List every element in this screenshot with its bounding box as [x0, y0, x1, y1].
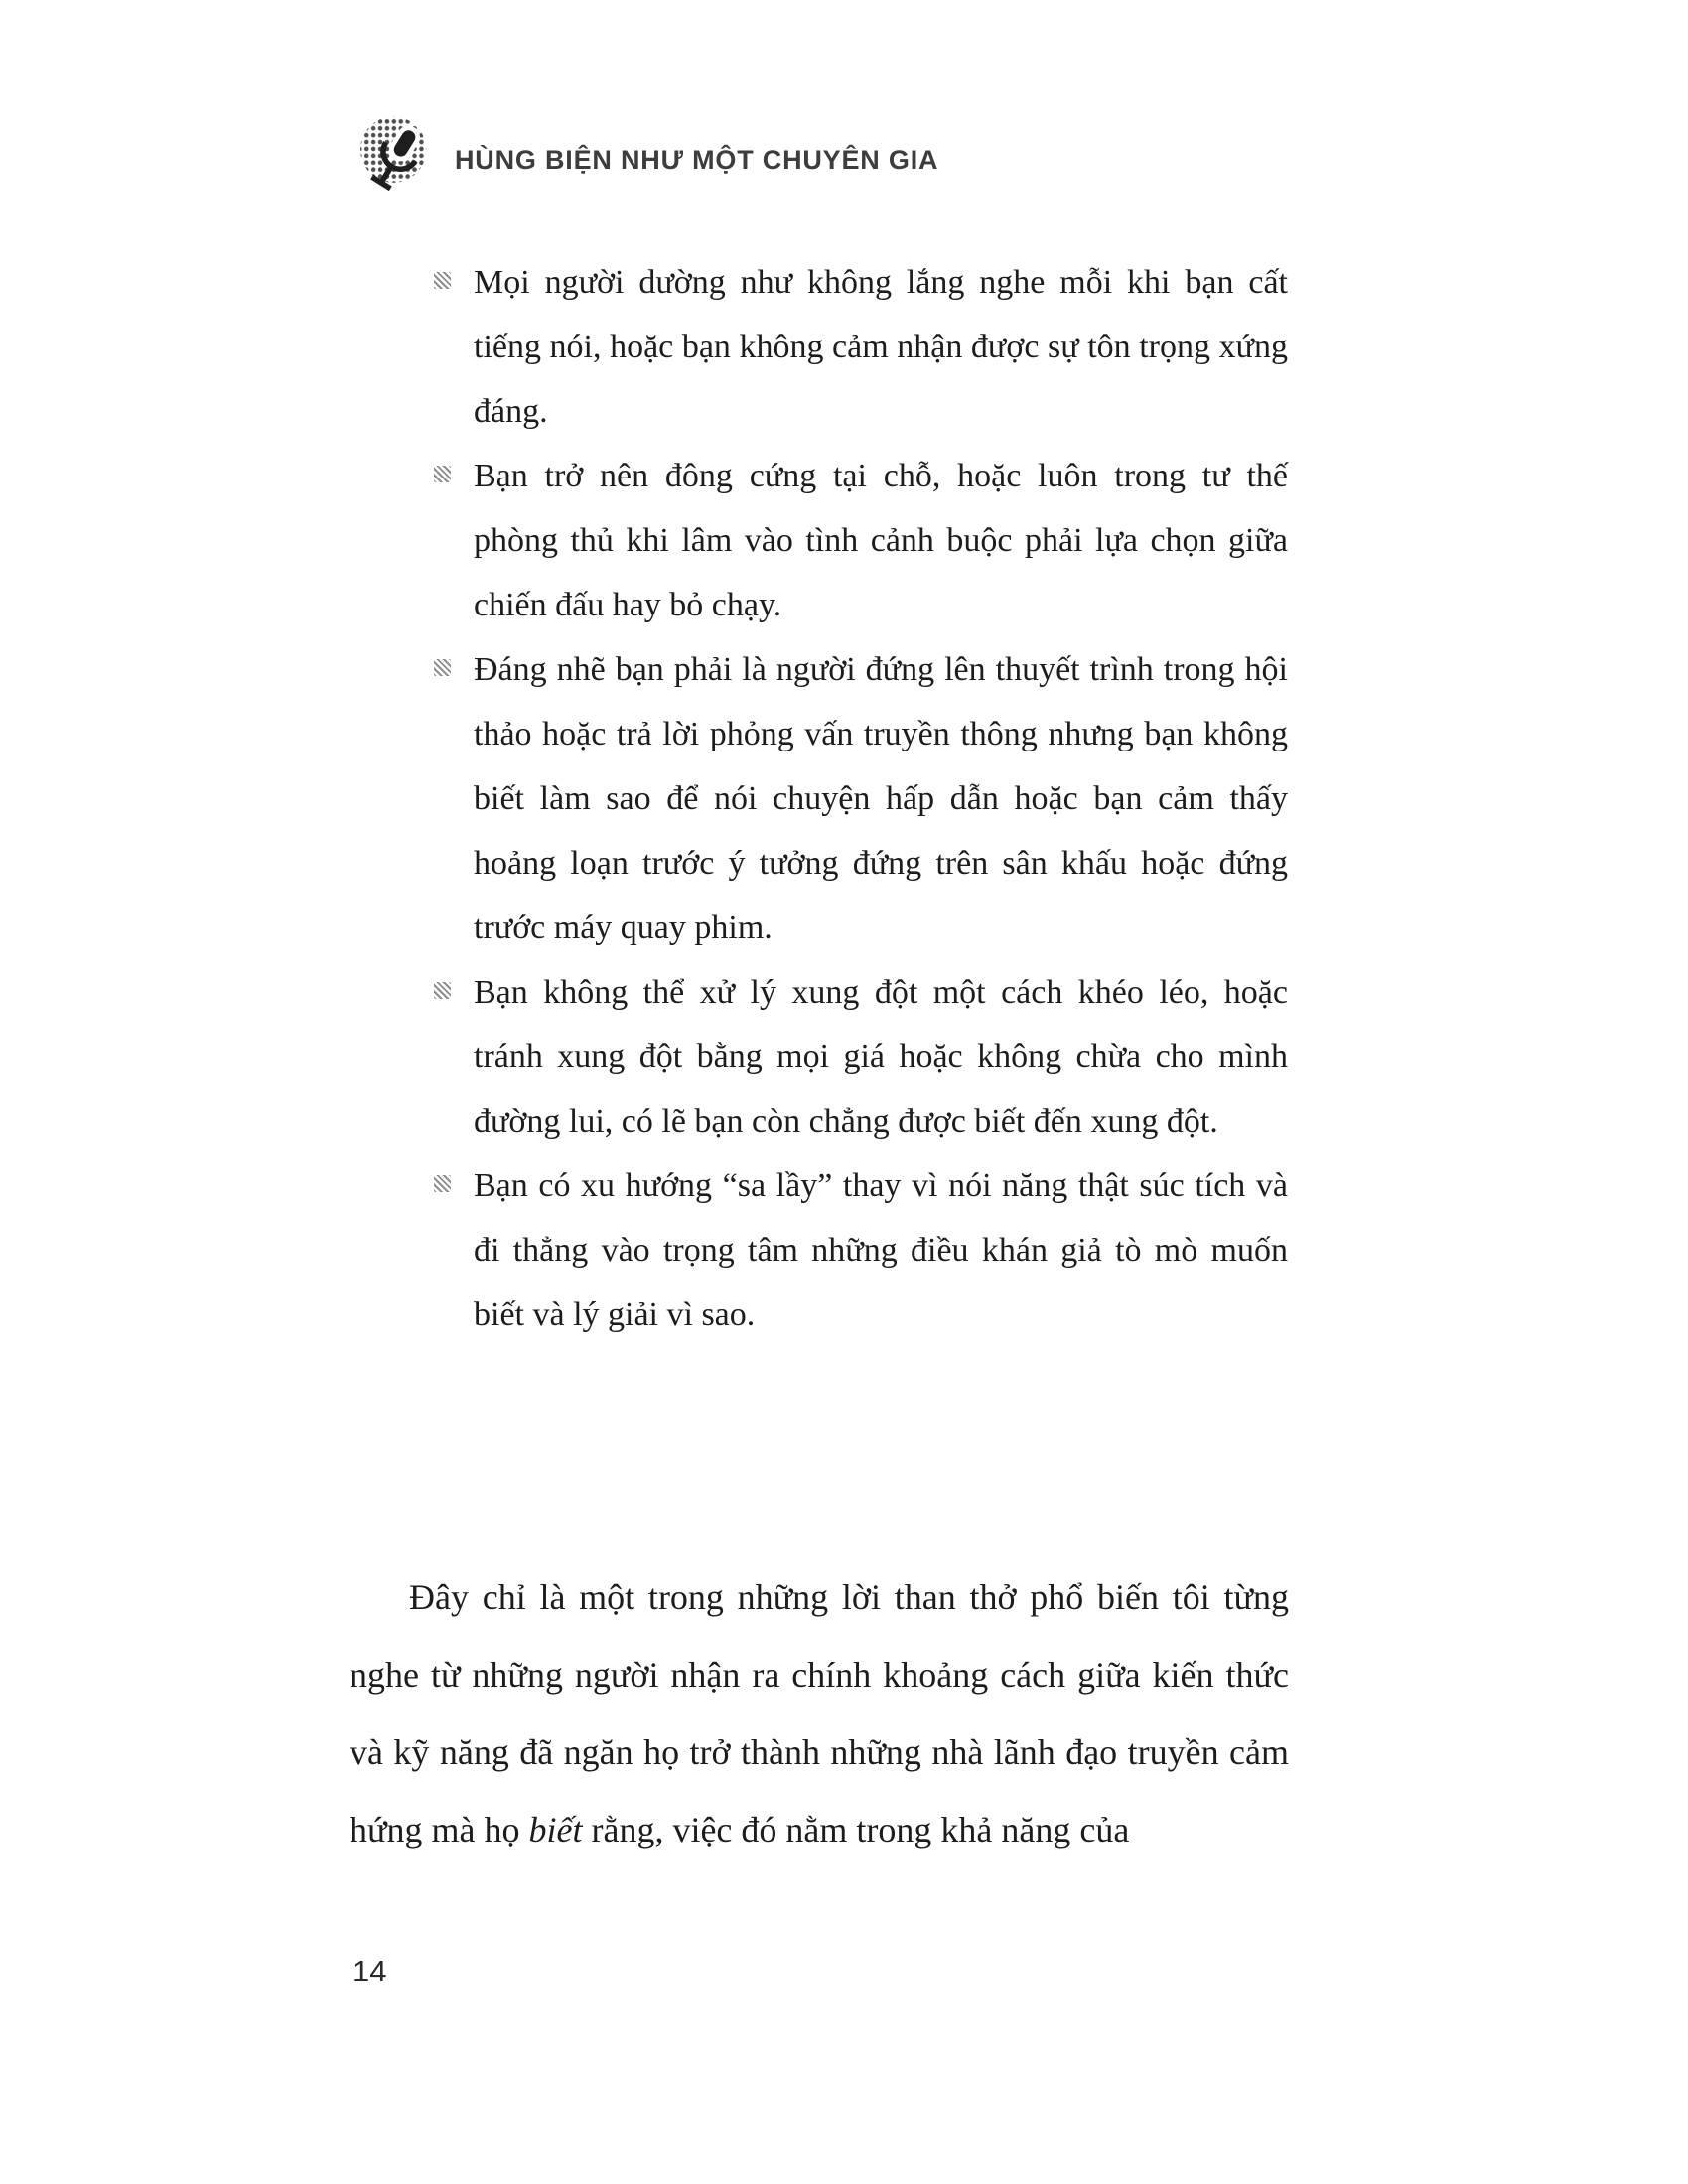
bullet-icon	[434, 272, 451, 289]
page-number: 14	[352, 1954, 387, 1988]
bullet-icon	[434, 466, 451, 482]
bullet-text: Mọi người dường như không lắng nghe mỗi khi bạn cất tiếng nói, hoặc bạn không cảm nhận được sự tôn trọng xứng đáng.	[474, 264, 1288, 430]
bullet-icon	[434, 1175, 451, 1192]
list-item	[434, 960, 1288, 1154]
closing-paragraph	[350, 1559, 1289, 1868]
paragraph-text: rằng, việc đó nằm trong khả năng của	[582, 1810, 1130, 1849]
book-title: HÙNG BIỆN NHƯ MỘT CHUYÊN GIA	[455, 144, 939, 175]
bullet-icon	[434, 982, 451, 999]
list-item	[434, 1154, 1288, 1347]
microphone-icon	[350, 111, 441, 203]
page-header	[350, 111, 938, 203]
paragraph-text: Đây chỉ là một trong những lời than thở phổ biến tôi từng nghe từ những người nhận ra chính khoảng cách giữa kiến thức và kỹ năng đã ngăn họ trở thành những nhà lãnh đạo truyền cảm hứng mà họ	[350, 1577, 1289, 1849]
paragraph-italic-word: biết	[528, 1810, 583, 1849]
bullet-text: Đáng nhẽ bạn phải là người đứng lên thuyết trình trong hội thảo hoặc trả lời phỏng vấn truyền thông nhưng bạn không biết làm sao để nói chuyện hấp dẫn hoặc bạn cảm thấy hoảng loạn trước ý tưởng đứng trên sân khấu hoặc đứng trước máy quay phim.	[474, 651, 1288, 946]
bullet-text: Bạn trở nên đông cứng tại chỗ, hoặc luôn trong tư thế phòng thủ khi lâm vào tình cảnh buộc phải lựa chọn giữa chiến đấu hay bỏ chạy.	[474, 458, 1288, 623]
bullet-text: Bạn không thể xử lý xung đột một cách khéo léo, hoặc tránh xung đột bằng mọi giá hoặc không chừa cho mình đường lui, có lẽ bạn còn chẳng được biết đến xung đột.	[474, 974, 1288, 1140]
bullet-list	[434, 250, 1288, 1347]
bullet-text: Bạn có xu hướng “sa lầy” thay vì nói năng thật súc tích và đi thẳng vào trọng tâm những điều khán giả tò mò muốn biết và lý giải vì sao.	[474, 1167, 1288, 1333]
bullet-icon	[434, 659, 451, 676]
list-item	[434, 250, 1288, 444]
list-item	[434, 444, 1288, 637]
list-item	[434, 637, 1288, 960]
